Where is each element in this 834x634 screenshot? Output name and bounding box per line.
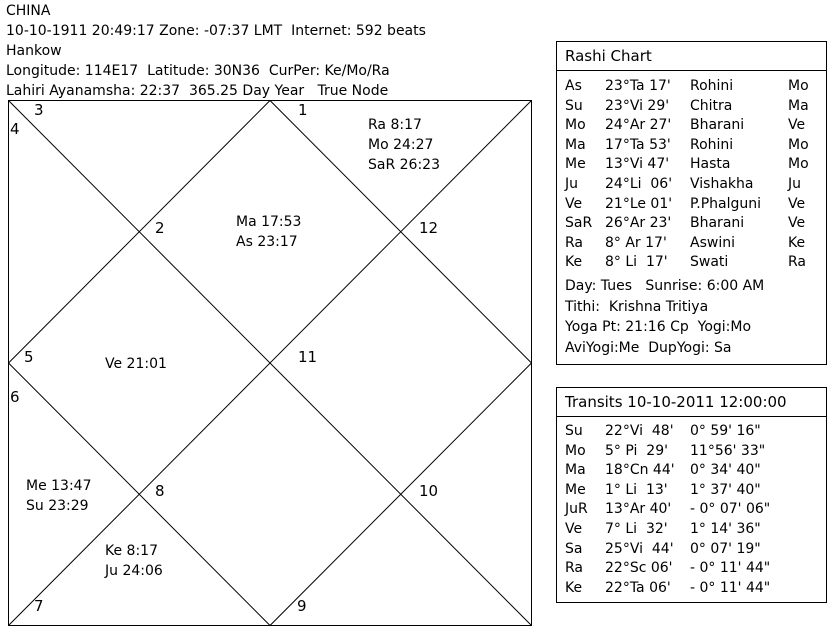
rashi-chart-title: Rashi Chart: [565, 47, 652, 65]
transit-longitude: 1° Li 13': [605, 481, 668, 498]
rashi-lord: Mo: [788, 78, 809, 94]
transit-motion: - 0° 11' 44": [690, 560, 771, 577]
house-number-7: 7: [34, 597, 44, 615]
rashi-planet: Me: [565, 156, 586, 173]
house-8-planet: Ju 24:06: [105, 563, 163, 579]
rashi-longitude: 8° Li 17': [605, 254, 668, 271]
transit-planet: Sa: [565, 540, 583, 557]
house-numbers: [10, 101, 438, 615]
house-5-planet: Ve 21:01: [105, 356, 167, 372]
transit-planet: Ma: [565, 462, 586, 479]
rashi-lord: Ke: [788, 234, 806, 251]
house-number-4: 4: [10, 120, 20, 138]
rashi-planet: Ke: [565, 254, 583, 271]
transit-longitude: 22°Ta 06': [605, 579, 671, 596]
transit-motion: - 0° 11' 44": [690, 579, 771, 596]
rashi-chart-panel: [556, 41, 827, 365]
transit-longitude: 25°Vi 44': [605, 540, 674, 557]
transit-motion: 0° 07' 19": [690, 540, 761, 557]
rashi-lord: Mo: [788, 156, 809, 173]
chart-lines: [9, 101, 532, 626]
birth-datetime: 10-10-1911 20:49:17 Zone: -07:37 LMT Internet: 592 beats: [6, 23, 426, 39]
transit-planet: Me: [565, 481, 586, 498]
transit-longitude: 13°Ar 40': [605, 501, 672, 518]
house-number-1: 1: [298, 101, 308, 119]
rashi-planet: As: [565, 78, 582, 94]
rashi-longitude: 24°Li 06': [605, 176, 673, 192]
transit-planet: Ve: [565, 521, 583, 537]
transit-longitude: 5° Pi 29': [605, 442, 668, 459]
house-number-10: 10: [419, 482, 439, 500]
avi-dup-yogi: AviYogi:Me DupYogi: Sa: [565, 339, 732, 356]
transit-motion: 1° 37' 40": [690, 481, 761, 498]
house-number-9: 9: [297, 597, 307, 615]
rashi-planet: Ra: [565, 234, 583, 251]
rashi-nakshatra: Bharani: [690, 117, 745, 134]
transit-motion: 1° 14' 36": [690, 521, 761, 537]
ayanamsha-line: Lahiri Ayanamsha: 22:37 365.25 Day Year True Node: [6, 83, 389, 99]
transit-longitude: 7° Li 32': [605, 521, 668, 537]
transit-planet: Ra: [565, 560, 583, 577]
house-2-planet: As 23:17: [236, 234, 298, 250]
house-6-planet: Me 13:47: [26, 478, 92, 494]
chart-title: CHINA: [6, 3, 51, 19]
birth-place: Hankow: [6, 43, 62, 59]
house-number-8: 8: [155, 482, 165, 500]
transit-planet: JuR: [565, 501, 588, 518]
transits-title-divider: [557, 416, 826, 417]
house-number-3: 3: [34, 101, 44, 119]
transit-longitude: 22°Sc 06': [605, 560, 673, 577]
rashi-planet: Ve: [565, 195, 583, 212]
house-1-planet: SaR 26:23: [368, 157, 440, 173]
yoga-point: Yoga Pt: 21:16 Cp Yogi:Mo: [565, 319, 752, 335]
rashi-planet: SaR: [565, 215, 593, 232]
transit-motion: 0° 59' 16": [690, 423, 761, 439]
rashi-nakshatra: Swati: [690, 254, 729, 271]
rashi-nakshatra: Rohini: [690, 78, 734, 94]
rashi-longitude: 13°Vi 47': [605, 156, 670, 173]
rashi-planet: Mo: [565, 117, 586, 134]
rashi-nakshatra: Vishakha: [690, 176, 754, 192]
rashi-longitude: 21°Le 01': [605, 195, 673, 212]
rashi-planet: Su: [565, 97, 583, 114]
rashi-title-divider: [557, 70, 826, 71]
transit-longitude: 22°Vi 48': [605, 423, 674, 439]
rashi-nakshatra: Chitra: [690, 97, 733, 114]
rashi-longitude: 17°Ta 53': [605, 136, 671, 153]
transits-title: Transits 10-10-2011 12:00:00: [565, 393, 787, 411]
rashi-longitude: 23°Vi 29': [605, 97, 670, 114]
transit-motion: - 0° 07' 06": [690, 501, 771, 518]
house-number-12: 12: [419, 219, 439, 237]
day-sunrise: Day: Tues Sunrise: 6:00 AM: [565, 278, 765, 294]
rashi-lord: Ve: [788, 195, 806, 212]
house-number-2: 2: [155, 219, 165, 237]
rashi-longitude: 8° Ar 17': [605, 234, 667, 251]
house-2-planet: Ma 17:53: [236, 214, 302, 230]
transits-panel: [556, 387, 827, 603]
rashi-nakshatra: P.Phalguni: [690, 195, 762, 212]
rashi-planet: Ma: [565, 136, 586, 153]
transit-motion: 0° 34' 40": [690, 462, 761, 479]
house-1-planet: Ra 8:17: [368, 117, 422, 133]
transit-planet: Ke: [565, 579, 583, 596]
house-number-5: 5: [24, 348, 34, 366]
house-1-planet: Mo 24:27: [368, 137, 434, 153]
rashi-longitude: 23°Ta 17': [605, 78, 671, 94]
transit-planet: Mo: [565, 442, 586, 459]
house-number-11: 11: [298, 348, 318, 366]
house-number-6: 6: [10, 388, 20, 406]
rashi-lord: Ju: [788, 176, 802, 192]
house-6-planet: Su 23:29: [26, 498, 89, 514]
rashi-lord: Ve: [788, 117, 806, 134]
rashi-lord: Ra: [788, 254, 806, 271]
rashi-nakshatra: Hasta: [690, 156, 731, 173]
coordinates-line: Longitude: 114E17 Latitude: 30N36 CurPer: Ke/Mo/Ra: [6, 63, 390, 79]
house-planets: [26, 117, 440, 579]
rashi-lord: Ma: [788, 97, 809, 114]
rashi-lord: Ve: [788, 215, 806, 232]
rashi-lord: Mo: [788, 136, 809, 153]
rashi-nakshatra: Bharani: [690, 215, 745, 232]
rashi-nakshatra: Rohini: [690, 136, 734, 153]
tithi: Tithi: Krishna Tritiya: [565, 298, 709, 315]
rashi-planet: Ju: [565, 176, 579, 192]
transit-longitude: 18°Cn 44': [605, 462, 675, 479]
rashi-longitude: 26°Ar 23': [605, 215, 672, 232]
rashi-longitude: 24°Ar 27': [605, 117, 672, 134]
transit-motion: 11°56' 33": [690, 442, 766, 459]
transit-planet: Su: [565, 423, 583, 439]
rashi-nakshatra: Aswini: [690, 234, 735, 251]
house-8-planet: Ke 8:17: [105, 543, 158, 559]
